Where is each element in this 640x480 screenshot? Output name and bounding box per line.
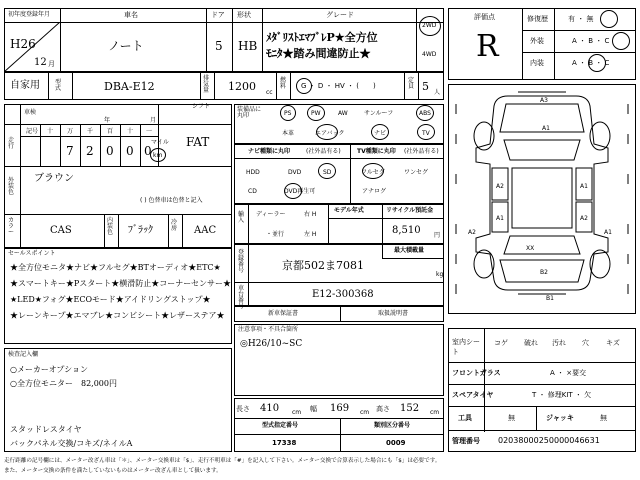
inspector-bottom-1: バックパネル交換/コキズ/ネイルA — [10, 439, 133, 448]
exterior-color: ブラウン — [34, 173, 74, 184]
seat-item-3: 穴 — [582, 339, 589, 347]
door-count: 5 — [215, 39, 223, 53]
repair-options: 有 ・ 無 — [568, 15, 594, 23]
equipment-title: 装備品に丸印 — [237, 106, 262, 119]
mileage-digit-2: 0 — [106, 144, 114, 158]
exterior-color-label: 外装色 — [8, 177, 15, 196]
footer-line-1: 走行距離の記号欄には、メーター改ざん車は「＊」、メーター交換車は「$」、走行不明車は「#」を記入して下さい。メーター交換で合算表示した場合にも「$」は必要です。 — [4, 458, 441, 464]
digit-header-1: 万 — [67, 128, 74, 135]
width-label: 幅 — [310, 405, 317, 413]
capacity: 5 — [422, 80, 429, 93]
notes-box — [234, 324, 444, 396]
chassis-label: 車台番号 — [238, 285, 245, 310]
manual: 取扱説明書 — [378, 310, 409, 317]
jack-label: ジャッキ — [546, 414, 574, 422]
digit-header-5: 一 — [146, 128, 153, 135]
new-car-warranty: 新車保証書 — [268, 310, 299, 317]
drive-2wd: 2WD — [422, 22, 437, 29]
import-dealer: ディーラー — [256, 211, 286, 218]
grade-line-2: ﾓﾆﾀ★踏み間違防止★ — [266, 47, 371, 60]
category-label: 類別区分番号 — [374, 422, 411, 429]
interior-b-circle — [588, 54, 606, 72]
seat-item-2: 汚れ — [552, 339, 566, 347]
ac-label: 冷房 — [171, 219, 178, 232]
equip-airbag: エアバック — [315, 130, 345, 137]
diagram-label-3: A1 — [496, 215, 504, 222]
import-right: 右 H — [304, 211, 317, 218]
inspector-line-1: ○全方位モニター 82,000円 — [10, 379, 117, 388]
equip-aw: AW — [338, 110, 348, 117]
diagram-label-6: XX — [526, 245, 535, 252]
notes-text: ◎H26/10~SC — [240, 339, 303, 349]
diagram-label-5: A2 — [580, 215, 588, 222]
type-label: 型式 — [55, 79, 62, 92]
model-code: DBA-E12 — [104, 80, 155, 93]
spare-label: スペアタイヤ — [452, 391, 494, 399]
docs-box — [234, 306, 444, 322]
equip-tv: TV — [422, 130, 430, 137]
digit-header-0: 十 — [47, 128, 54, 135]
category-value: 0009 — [386, 439, 406, 447]
diagram-label-8: A2 — [468, 229, 476, 236]
inspector-bottom-0: スタッドレスタイヤ — [10, 425, 82, 434]
sales-point-line-2: ★LED★フォグ★ECOモード★アイドリングストップ★ — [10, 295, 211, 304]
windshield-items: A ・ ×要交 — [550, 369, 587, 377]
km-label: km — [153, 152, 163, 159]
inspector-line-0: ○メーカーオプション — [10, 365, 88, 374]
width-unit: cm — [360, 409, 370, 416]
recycle-label: リサイクル預託金 — [386, 207, 434, 214]
interior-options: A ・ B ・ C — [572, 59, 610, 67]
tv-fullseg: フルセグ — [361, 169, 385, 176]
usage: 自家用 — [10, 80, 40, 91]
type-spec-value: 17338 — [272, 439, 297, 447]
digit-header-2: 千 — [87, 128, 94, 135]
length-unit: cm — [292, 409, 302, 416]
ac-value: AAC — [194, 225, 217, 236]
repair-none-circle — [600, 10, 618, 28]
inspection-month-unit: 月 — [150, 117, 157, 124]
length-label: 長さ — [236, 405, 250, 413]
height-unit: cm — [430, 409, 440, 416]
digit-header-3: 百 — [107, 128, 114, 135]
recycle-value: 8,510 — [392, 225, 421, 236]
tv-title: TV種類に丸印 — [357, 148, 396, 155]
shift-label: シフト — [192, 103, 211, 110]
diagram-label-4: A1 — [580, 183, 588, 190]
cc-unit: cc — [266, 89, 273, 96]
nav-note: (社外品有る) — [306, 148, 341, 155]
import-parallel: ・並行 — [266, 231, 285, 238]
height-label: 高さ — [376, 405, 390, 413]
equip-pw: PW — [311, 110, 321, 117]
tools-label: 工具 — [458, 414, 472, 422]
height-value: 152 — [400, 403, 420, 414]
inspection-year-unit: 年 — [104, 117, 111, 124]
capacity-label: 定員 — [408, 77, 415, 90]
reg-month: 12 — [34, 57, 47, 68]
chassis-number: E12-300368 — [312, 289, 374, 300]
exterior-options: A ・ B ・ C — [572, 37, 610, 45]
equip-sunroof: サンルーフ — [364, 110, 394, 117]
diagram-label-2: A2 — [496, 183, 504, 190]
mileage-digit-1: 2 — [86, 144, 94, 158]
mile-label: マイル — [151, 139, 169, 146]
plate-number: 京都502ま7081 — [282, 259, 364, 272]
seat-item-1: 破れ — [524, 339, 538, 347]
seat-item-0: コゲ — [494, 339, 508, 347]
nav-dvd: DVD — [288, 169, 302, 176]
grade-label: グレード — [326, 11, 354, 19]
color-code: CAS — [50, 225, 72, 236]
drive-4wd: 4WD — [422, 51, 437, 58]
door-label: ドア — [211, 11, 225, 19]
mileage-digit-3: 0 — [126, 144, 134, 158]
body-shape: HB — [238, 39, 258, 53]
max-load-label: 最大積載量 — [394, 247, 425, 254]
diagram-label-0: A3 — [540, 97, 548, 104]
sales-point-line-3: ★レーンキープ★エマブレ★コンビシート★レザーステア★ — [10, 311, 225, 320]
model-year-label: モデル年式 — [334, 207, 364, 214]
length-value: 410 — [260, 403, 280, 414]
max-load-kg: kg — [436, 271, 444, 278]
exterior-label: 外装 — [530, 37, 544, 45]
inspector-box — [4, 348, 232, 452]
shift-value: FAT — [186, 135, 210, 149]
sales-point-line-1: ★スマートキー★Pスタート★横滑防止★コーナーセンサー★ — [10, 279, 232, 288]
distance-label: 走行 — [8, 137, 15, 150]
displacement: 1200 — [228, 80, 256, 93]
grade-line-1: ﾒﾀﾞﾘｽﾄｴﾏﾌﾞﾚP★全方位 — [266, 31, 378, 44]
seat-item-4: キズ — [606, 339, 620, 347]
nav-sd: SD — [323, 169, 332, 176]
car-name: ノート — [108, 39, 144, 53]
exterior-c-circle — [612, 32, 630, 50]
type-spec-label: 型式指定番号 — [262, 422, 299, 429]
import-left: 左 H — [304, 231, 317, 238]
import-label: 輸入 — [238, 211, 245, 224]
diagram-label-7: B2 — [540, 269, 548, 276]
note-label: 記号 — [26, 128, 39, 135]
interior-color-label: 内装色 — [107, 217, 114, 236]
month-unit: 月 — [48, 60, 55, 68]
equip-ps: PS — [284, 110, 292, 117]
sales-points-title: セールスポイント — [8, 250, 56, 257]
jack-value: 無 — [600, 414, 607, 422]
repair-label: 修復歴 — [527, 15, 548, 23]
reg-date-label: 初年度登録年月 — [8, 11, 51, 18]
diagram-label-10: B1 — [546, 295, 554, 302]
mileage-digit-4: 0 — [144, 144, 152, 158]
tv-oneseg: ワンセグ — [404, 169, 429, 176]
inspection-label: 車検 — [24, 109, 37, 116]
reg-number-label: 登録番号 — [238, 249, 245, 274]
interior-seat-label: 室内シート — [452, 338, 480, 356]
digit-header-4: 十 — [127, 128, 134, 135]
tv-note: (社外品有る) — [404, 148, 439, 155]
code-label: カラー — [8, 217, 15, 236]
windshield-label: フロントガラス — [452, 369, 501, 377]
mgmt-number: 02038000250000046631 — [498, 436, 600, 445]
width-value: 169 — [330, 403, 350, 414]
score-label: 評価点 — [474, 13, 495, 21]
equip-abs: ABS — [419, 110, 431, 117]
color-note: ( ) 色替車は色替と記入 — [140, 197, 203, 204]
inspector-title: 検査記入欄 — [8, 351, 39, 358]
interior-label: 内装 — [530, 59, 544, 67]
tv-analog: アナログ — [362, 188, 387, 195]
model-row — [4, 72, 444, 100]
tools-value: 無 — [508, 414, 515, 422]
spare-items: T ・ 修理KIT ・ 欠 — [532, 391, 592, 399]
nav-cd: CD — [248, 188, 257, 195]
diagram-label-9: A1 — [604, 229, 612, 236]
score-value: R — [476, 29, 499, 64]
sales-point-line-0: ★全方位モニタ★ナビ★フルセグ★BTオーディオ★ETC★ — [10, 263, 221, 272]
fuel-options: G ・ D ・ HV ・ ( ) — [301, 82, 376, 90]
interior-color: ﾌﾞﾗｯｸ — [128, 225, 153, 236]
equip-navi: ナビ — [374, 130, 387, 137]
displacement-label: 排気量 — [203, 75, 210, 94]
footer-line-2: また、メーター交換の条件を満たしていないものはメーター改ざん車として扱います。 — [4, 468, 222, 474]
shape-label: 形状 — [237, 11, 251, 19]
car-name-label: 車名 — [124, 11, 138, 19]
nav-title: ナビ種類に丸印 — [248, 148, 291, 155]
diagram-label-1: A1 — [542, 125, 550, 132]
mileage-digit-0: 7 — [66, 144, 74, 158]
recycle-yen: 円 — [434, 232, 441, 239]
equip-leather: 本革 — [282, 130, 295, 137]
reg-year: H26 — [10, 37, 36, 51]
fuel-label: 燃料 — [280, 77, 287, 90]
nav-dvd-play: DVD再生可 — [284, 188, 316, 195]
notes-title: 注意事項・不具合箇所 — [238, 326, 299, 333]
mgmt-label: 管理番号 — [452, 437, 480, 445]
car-diagram — [448, 84, 636, 314]
capacity-unit: 人 — [434, 89, 441, 96]
nav-hdd: HDD — [246, 169, 260, 176]
